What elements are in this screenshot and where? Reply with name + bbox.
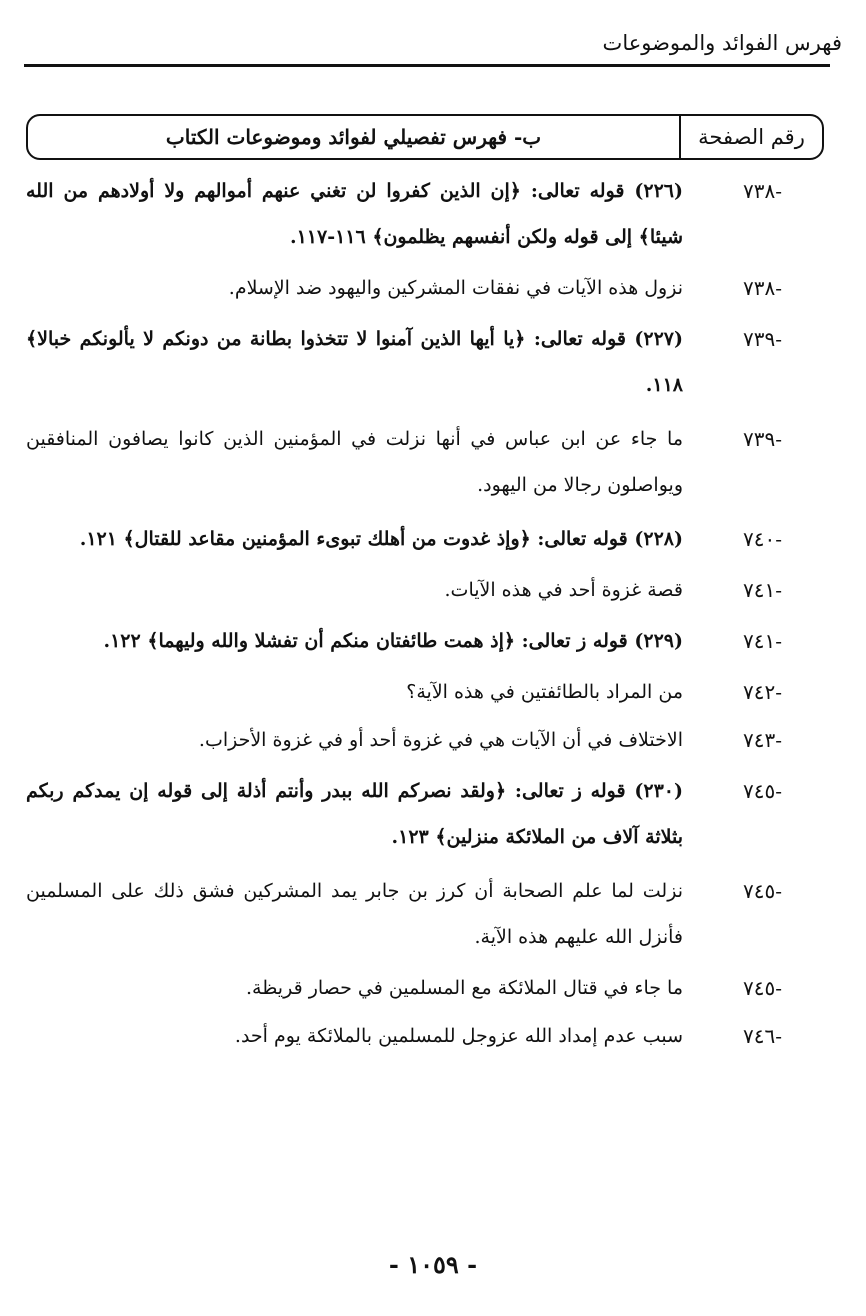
entry-page-number: -٧٤٠ — [743, 527, 782, 551]
index-entry — [26, 672, 824, 712]
index-entry — [26, 868, 824, 960]
index-entry — [26, 768, 824, 860]
index-entry — [26, 720, 824, 760]
title-column-header: ب- فهرس تفصيلي لفوائد وموضوعات الكتاب — [165, 125, 542, 149]
entry-text: (٢٢٦) قوله تعالى: ﴿إن الذين كفروا لن تغني عنهم أموالهم ولا أولادهم من الله شيئا﴾ إلى قوله ولكن أنفسهم يظلمون﴾ ١١٦-١١٧. — [26, 180, 683, 248]
entry-text: (٢٢٧) قوله تعالى: ﴿يا أيها الذين آمنوا لا تتخذوا بطانة من دونكم لا يألونكم خبالا﴾ ١١٨. — [26, 328, 683, 396]
page-column-header: رقم الصفحة — [679, 116, 822, 158]
entry-page-number: -٧٤٥ — [743, 779, 782, 803]
index-entries — [26, 168, 824, 1064]
entry-text: الاختلاف في أن الآيات هي في غزوة أحد أو في غزوة الأحزاب. — [198, 729, 683, 751]
entry-page-number: -٧٤٦ — [743, 1024, 782, 1048]
index-entry — [26, 416, 824, 508]
entry-page-number: -٧٤١ — [743, 578, 782, 602]
entry-page-number: -٧٣٨ — [743, 179, 782, 203]
entry-page-number: -٧٤١ — [743, 629, 782, 653]
page-number: - ١٠٥٩ - — [388, 1250, 478, 1279]
entry-text: سبب عدم إمداد الله عزوجل للمسلمين بالملائكة يوم أحد. — [234, 1025, 683, 1047]
entry-text: (٢٢٩) قوله ز تعالى: ﴿إذ همت طائفتان منكم أن تفشلا والله وليهما﴾ ١٢٢. — [103, 630, 683, 652]
entry-page-number: -٧٤٣ — [743, 728, 782, 752]
entry-page-number: -٧٤٢ — [743, 680, 782, 704]
entry-page-number: -٧٤٥ — [743, 879, 782, 903]
index-entry — [26, 1016, 824, 1056]
index-entry — [26, 968, 824, 1008]
entry-page-number: -٧٣٨ — [743, 276, 782, 300]
entry-text: نزول هذه الآيات في نفقات المشركين واليهود ضد الإسلام. — [228, 277, 683, 299]
index-entry — [26, 618, 824, 664]
index-entry — [26, 570, 824, 610]
index-entry — [26, 316, 824, 408]
header-rule — [24, 64, 830, 67]
entry-text: قصة غزوة أحد في هذه الآيات. — [444, 579, 683, 601]
running-header: فهرس الفوائد والموضوعات — [602, 31, 842, 55]
index-table-header — [26, 114, 824, 160]
entry-page-number: -٧٣٩ — [743, 327, 782, 351]
entry-page-number: -٧٤٥ — [743, 976, 782, 1000]
entry-text: ما جاء في قتال الملائكة مع المسلمين في حصار قريظة. — [245, 977, 683, 999]
entry-text: ما جاء عن ابن عباس في أنها نزلت في المؤمنين الذين كانوا يصافون المنافقين ويواصلون رجالا من اليهود. — [26, 428, 683, 496]
entry-text: (٢٢٨) قوله تعالى: ﴿وإذ غدوت من أهلك تبوىء المؤمنين مقاعد للقتال﴾ ١٢١. — [79, 528, 683, 550]
index-entry — [26, 168, 824, 260]
index-entry — [26, 516, 824, 562]
entry-page-number: -٧٣٩ — [743, 427, 782, 451]
entry-text: (٢٣٠) قوله ز تعالى: ﴿ولقد نصركم الله ببدر وأنتم أذلة إلى قوله إن يمدكم ربكم بثلاثة آلاف من الملائكة منزلين﴾ ١٢٣. — [26, 780, 683, 848]
index-entry — [26, 268, 824, 308]
entry-text: من المراد بالطائفتين في هذه الآية؟ — [406, 681, 683, 703]
entry-text: نزلت لما علم الصحابة أن كرز بن جابر يمد المشركين فشق ذلك على المسلمين فأنزل الله عليهم هذه الآية. — [26, 880, 683, 948]
